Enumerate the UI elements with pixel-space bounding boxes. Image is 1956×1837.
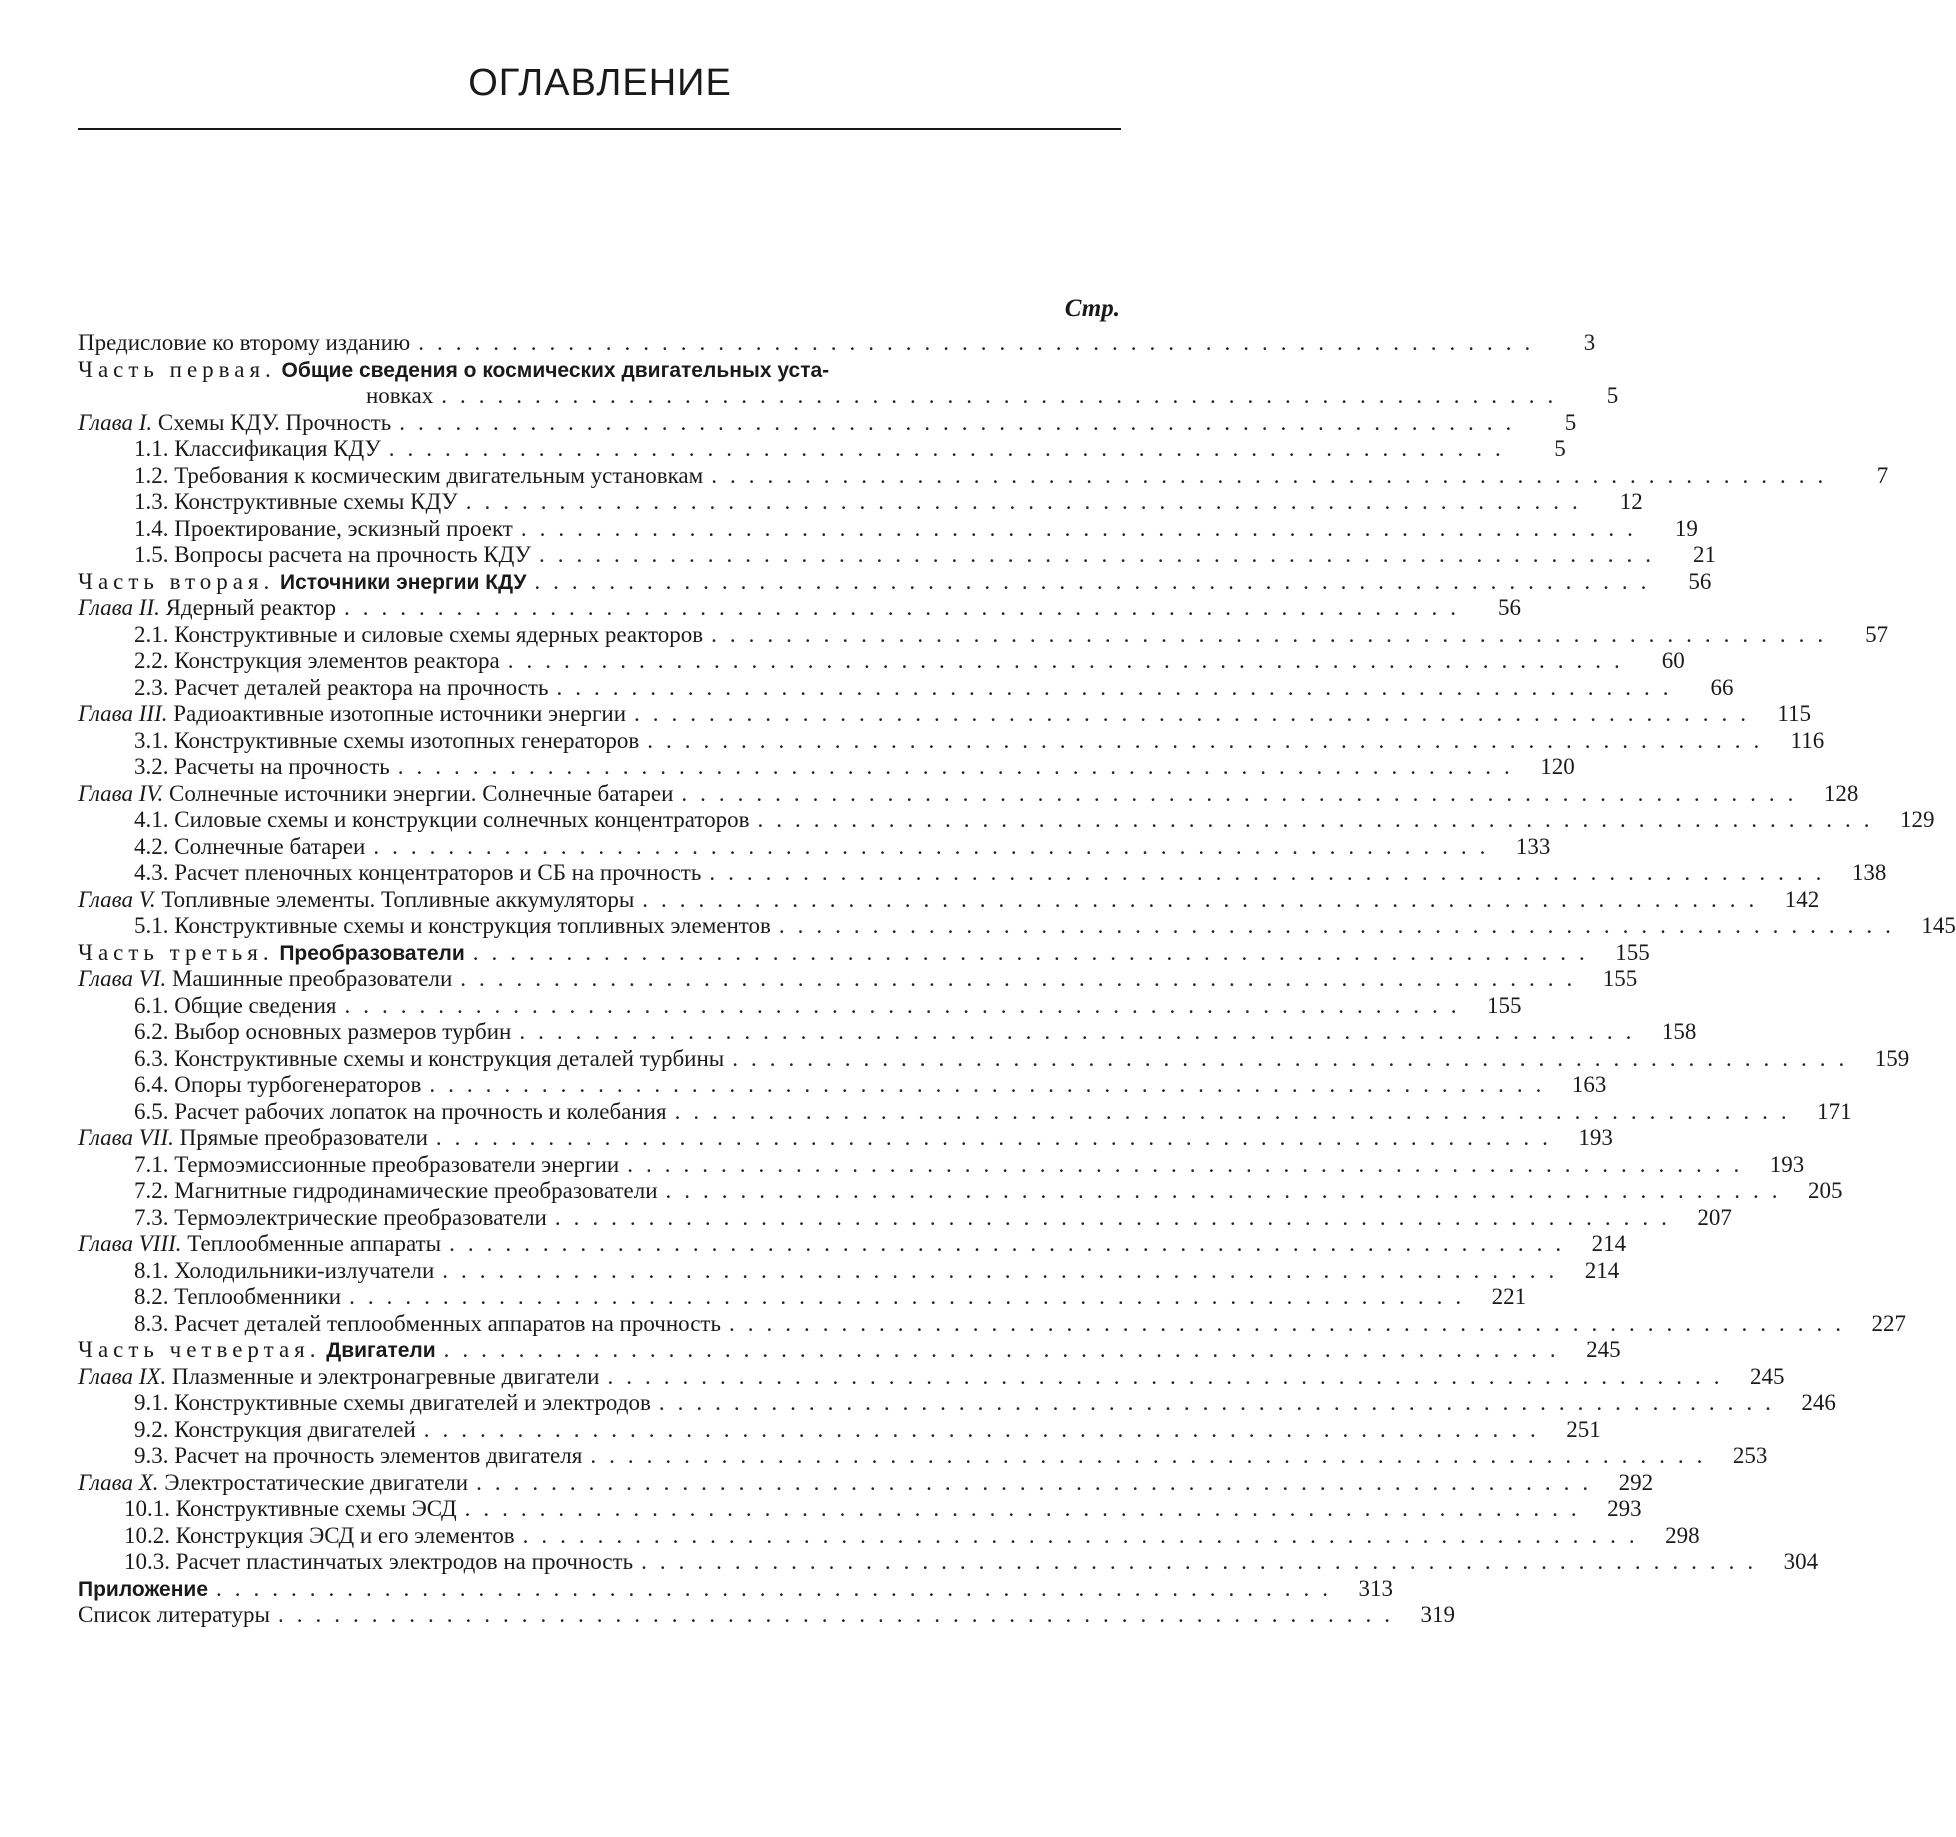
section-number: 7.1. (134, 1151, 169, 1177)
toc-entry-page: 142 (1784, 886, 1820, 912)
part-prefix: Часть четвертая. (78, 1337, 321, 1362)
section-number: 2.2. (134, 648, 169, 673)
toc-entry-label: Топливные элементы. Топливные аккумуляторы (161, 886, 635, 912)
leader-dots: ............................................................ (418, 330, 1544, 355)
toc-entry-page: 158 (1661, 1019, 1697, 1044)
toc-chapter[interactable] (78, 1231, 1627, 1258)
toc-entry-label: Приложение (78, 1577, 209, 1601)
section-number: 6.4. (134, 1072, 169, 1097)
section-number: 1.1. (134, 436, 169, 461)
section-number: 2.3. (134, 674, 169, 700)
leader-dots: ............................................................ (522, 1522, 1648, 1548)
leader-dots: ............................................................ (627, 1151, 1753, 1177)
leader-dots: ............................................................ (344, 992, 1470, 1018)
toc-entry-label: Расчет на прочность элементов двигателя (174, 1443, 583, 1468)
leader-dots: ............................................................ (460, 966, 1586, 991)
toc-section[interactable] (78, 807, 1935, 834)
toc-entry-label: Двигатели (326, 1339, 436, 1362)
toc-section[interactable] (78, 489, 1643, 516)
toc-part-heading[interactable] (78, 568, 1712, 596)
toc-entry-label: Общие сведения (174, 992, 337, 1018)
leader-dots: ............................................................ (732, 1045, 1858, 1071)
leader-dots: ............................................................ (728, 1310, 1854, 1336)
toc-section[interactable] (78, 1045, 1910, 1073)
toc-section[interactable] (78, 754, 1575, 781)
page-title: ОГЛАВЛЕНИЕ (468, 62, 732, 104)
leader-dots: ............................................................ (435, 1125, 1561, 1150)
leader-dots: ............................................................ (449, 1231, 1575, 1256)
chapter-prefix: Глава VI. (78, 966, 167, 991)
section-number: 4.1. (134, 807, 169, 832)
toc-entry-page: 313 (1358, 1575, 1394, 1601)
toc-section[interactable] (78, 1257, 1620, 1285)
leader-dots: ............................................................ (634, 701, 1760, 726)
toc-entry-page: 60 (1661, 648, 1685, 673)
toc-entry-page: 133 (1515, 833, 1551, 859)
title-rule (78, 128, 1121, 130)
section-number: 1.4. (134, 515, 169, 541)
toc-entry-page: 3 (1583, 330, 1596, 355)
toc-entry-page: 207 (1697, 1204, 1732, 1230)
toc-entry-page: 19 (1674, 515, 1698, 541)
toc-entry-page: 251 (1566, 1416, 1601, 1442)
toc-entry-page: 66 (1710, 674, 1734, 700)
toc-part-heading[interactable] (78, 1337, 1621, 1364)
toc-entry-page: 129 (1900, 807, 1935, 832)
toc-entry-page: 12 (1619, 489, 1643, 514)
toc-chapter[interactable] (78, 780, 1859, 808)
toc-entry-label: Ядерный реактор (165, 595, 336, 620)
chapter-prefix: Глава VIII. (78, 1231, 182, 1256)
section-number: 7.2. (134, 1178, 169, 1203)
toc-section[interactable] (78, 1310, 1906, 1338)
leader-dots: ............................................................ (464, 1496, 1590, 1521)
leader-dots: ............................................................ (442, 1257, 1568, 1283)
toc-entry-page: 5 (1606, 383, 1619, 408)
section-number: 3.1. (134, 727, 169, 753)
chapter-prefix: Глава IX. (78, 1363, 167, 1389)
leader-dots: ............................................................ (658, 1390, 1784, 1415)
toc-entry-page: 245 (1586, 1337, 1621, 1362)
leader-dots: ............................................................ (476, 1469, 1602, 1495)
toc-entry-page: 159 (1874, 1045, 1910, 1071)
leader-dots: ............................................................ (423, 1416, 1549, 1442)
toc-entry-page: 5 (1564, 409, 1577, 435)
toc-section[interactable] (78, 515, 1698, 543)
section-number: 8.1. (134, 1257, 169, 1283)
toc-section[interactable] (78, 674, 1734, 702)
leader-dots: ............................................................ (647, 727, 1773, 753)
toc-section[interactable] (78, 1151, 1805, 1179)
toc-entry-page: 138 (1851, 860, 1887, 885)
toc-entry-page: 56 (1688, 568, 1712, 594)
toc-section[interactable] (78, 462, 1889, 490)
leader-dots: ............................................................ (642, 886, 1768, 912)
part-prefix: Часть третья. (78, 939, 274, 965)
leader-dots: ............................................................ (519, 1019, 1645, 1044)
leader-dots: ............................................................ (590, 1443, 1716, 1468)
chapter-prefix: Глава I. (78, 409, 153, 435)
toc-entry-label: Расчет пластинчатых электродов на прочность (175, 1549, 634, 1574)
toc-entry-label: Электростатические двигатели (164, 1469, 469, 1495)
toc-entry-label: Требования к космическим двигательным установкам (174, 462, 704, 488)
chapter-prefix: Глава V. (78, 886, 156, 912)
leader-dots: ............................................................ (388, 436, 1514, 461)
toc-entry-label: Солнечные источники энергии. Солнечные батареи (169, 780, 674, 806)
toc-entry-label: Солнечные батареи (174, 833, 366, 859)
leader-dots: ............................................................ (373, 833, 1499, 859)
leader-dots: ............................................................ (674, 1098, 1800, 1124)
toc-part-heading[interactable] (78, 939, 1650, 967)
section-number: 6.3. (134, 1045, 169, 1071)
leader-dots: ............................................................ (507, 648, 1633, 673)
part-prefix: Часть первая. (78, 356, 276, 382)
toc-entry-label: Вопросы расчета на прочность КДУ (174, 542, 531, 567)
section-number: 2.1. (134, 621, 169, 647)
section-number: 4.3. (134, 860, 169, 885)
toc-entry-page: 120 (1540, 754, 1575, 779)
toc-entry-page: 246 (1801, 1390, 1836, 1415)
leader-dots: ............................................................ (711, 621, 1837, 647)
chapter-prefix: Глава II. (78, 595, 160, 620)
leader-dots: ............................................................ (665, 1178, 1791, 1203)
toc-entry-page: 145 (1921, 913, 1956, 938)
leader-dots: ............................................................ (397, 754, 1523, 779)
section-number: 1.5. (134, 542, 169, 567)
toc-entry-label: Конструктивные схемы ЭСД (175, 1496, 457, 1521)
toc-entry-label: Источники энергии КДУ (279, 570, 527, 594)
toc-entry-label: Выбор основных размеров турбин (174, 1019, 512, 1044)
toc-entry-label: Расчет рабочих лопаток на прочность и колебания (174, 1098, 667, 1124)
toc-entry-label: Конструктивные схемы и конструкция деталей турбины (174, 1045, 725, 1071)
toc-chapter[interactable] (78, 595, 1521, 622)
toc-entry-label: Термоэлектрические преобразователи (174, 1204, 547, 1230)
toc-chapter[interactable] (78, 886, 1820, 914)
toc-entry-label: Машинные преобразователи (171, 966, 453, 991)
toc-section[interactable] (78, 1522, 1700, 1550)
leader-dots: ............................................................ (216, 1575, 1342, 1601)
section-number: 10.1. (124, 1496, 170, 1521)
toc-section[interactable] (78, 1284, 1527, 1311)
toc-entry-label: Конструктивные и силовые схемы ядерных реакторов (174, 621, 704, 647)
toc-entry-label: Конструктивные схемы КДУ (174, 489, 458, 514)
section-number: 5.1. (134, 913, 169, 938)
leader-dots: ............................................................ (778, 913, 1904, 938)
leader-dots: ............................................................ (441, 383, 1567, 408)
toc-entry-page: 245 (1749, 1363, 1785, 1389)
section-number: 1.2. (134, 462, 169, 488)
toc-chapter[interactable] (78, 409, 1577, 437)
toc-entry-label: Термоэмиссионные преобразователи энергии (174, 1151, 620, 1177)
toc-entry-page: 205 (1808, 1178, 1843, 1203)
toc-section[interactable] (78, 1416, 1601, 1444)
toc-entry-page: 292 (1618, 1469, 1654, 1495)
toc-entry[interactable] (78, 1575, 1394, 1603)
leader-dots: ............................................................ (607, 1363, 1733, 1389)
toc-section[interactable] (78, 1178, 1843, 1205)
leader-dots: ............................................................ (711, 462, 1837, 488)
toc-section[interactable] (78, 1443, 1768, 1470)
toc-entry-label: Конструкция двигателей (174, 1416, 416, 1442)
toc-entry-label: Силовые схемы и конструкции солнечных концентраторов (174, 807, 750, 832)
toc-entry-page: 214 (1591, 1231, 1627, 1256)
toc-entry-label: Проектирование, эскизный проект (174, 515, 513, 541)
toc-entry-label: Опоры турбогенераторов (174, 1072, 422, 1097)
toc-entry-page: 128 (1823, 780, 1859, 806)
toc-section[interactable] (78, 1390, 1836, 1417)
toc-entry-label: Классификация КДУ (174, 436, 381, 461)
toc-section[interactable] (78, 542, 1716, 569)
toc-entry-label: Конструктивные схемы и конструкция топливных элементов (174, 913, 771, 938)
section-number: 6.2. (134, 1019, 169, 1044)
leader-dots: ............................................................ (443, 1337, 1569, 1362)
toc-chapter[interactable] (78, 701, 1812, 728)
leader-dots: ............................................................ (429, 1072, 1555, 1097)
chapter-prefix: Глава VII. (78, 1125, 174, 1150)
section-number: 8.2. (134, 1284, 169, 1309)
toc-entry-label: Теплообменные аппараты (187, 1231, 442, 1256)
toc-entry-page: 7 (1876, 462, 1889, 488)
leader-dots: ............................................................ (534, 568, 1660, 594)
section-number: 6.5. (134, 1098, 169, 1124)
toc-entry-page: 253 (1732, 1443, 1768, 1468)
toc-entry-page: 221 (1491, 1284, 1527, 1309)
toc-entry-page: 116 (1790, 727, 1825, 753)
chapter-prefix: Глава III. (78, 701, 168, 726)
toc-section[interactable] (78, 1098, 1852, 1126)
section-number: 9.1. (134, 1390, 169, 1415)
section-number: 4.2. (134, 833, 169, 859)
leader-dots: ............................................................ (709, 860, 1835, 885)
toc-entry-page: 5 (1554, 436, 1566, 461)
leader-dots: ............................................................ (556, 674, 1682, 700)
toc-entry-label: Конструктивные схемы изотопных генераторов (174, 727, 640, 753)
toc-entry-label: новках (366, 383, 434, 408)
section-number: 3.2. (134, 754, 169, 779)
toc-section[interactable] (78, 860, 1887, 887)
toc-section[interactable] (78, 436, 1566, 463)
toc-entry-label: Расчеты на прочность (174, 754, 390, 779)
section-number: 8.3. (134, 1310, 169, 1336)
chapter-prefix: Глава X. (78, 1469, 159, 1495)
leader-dots: ............................................................ (538, 542, 1664, 567)
toc-part-heading[interactable] (78, 357, 1120, 384)
toc-entry-label: Преобразователи (279, 941, 465, 965)
section-number: 7.3. (134, 1204, 169, 1230)
toc-entry-page: 163 (1571, 1072, 1607, 1097)
toc-section[interactable] (78, 833, 1551, 861)
section-number: 9.2. (134, 1416, 169, 1442)
section-number: 6.1. (134, 992, 169, 1018)
toc-entry-label: Прямые преобразователи (179, 1125, 428, 1150)
leader-dots: ............................................................ (641, 1549, 1767, 1574)
section-number: 10.3. (124, 1549, 170, 1574)
toc-entry-page: 155 (1615, 939, 1650, 965)
toc-entry[interactable] (78, 1602, 1455, 1629)
leader-dots: ............................................................ (554, 1204, 1680, 1230)
toc-entry-page: 293 (1607, 1496, 1642, 1521)
toc-entry-page: 155 (1602, 966, 1638, 991)
toc-entry-page: 298 (1665, 1522, 1700, 1548)
toc-chapter[interactable] (78, 1125, 1613, 1152)
toc-section[interactable] (78, 992, 1522, 1020)
toc-section[interactable] (78, 1072, 1607, 1099)
leader-dots: ............................................................ (399, 409, 1525, 435)
page-column-header: Стр. (1064, 295, 1120, 322)
toc-entry-label: Схемы КДУ. Прочность (157, 409, 392, 435)
toc-section[interactable] (78, 1019, 1697, 1046)
toc-entry-label: Магнитные гидродинамические преобразователи (174, 1178, 658, 1203)
toc-section[interactable] (78, 648, 1685, 675)
table-of-contents (78, 330, 1956, 1629)
toc-entry-page: 56 (1497, 595, 1521, 620)
toc-section[interactable] (78, 1204, 1732, 1232)
toc-entry-label: Конструктивные схемы двигателей и электродов (174, 1390, 651, 1415)
toc-entry-page: 21 (1692, 542, 1716, 567)
section-number: 1.3. (134, 489, 169, 514)
toc-entry-page: 193 (1578, 1125, 1613, 1150)
toc-entry-label: Плазменные и электронагревные двигатели (171, 1363, 600, 1389)
section-number: 10.2. (124, 1522, 170, 1548)
toc-entry-label: Предисловие ко второму изданию (78, 330, 411, 355)
toc-entry-label: Конструкция ЭСД и его элементов (175, 1522, 515, 1548)
toc-entry-label: Конструкция элементов реактора (174, 648, 500, 673)
toc-entry-page: 214 (1584, 1257, 1620, 1283)
toc-entry-page: 155 (1487, 992, 1522, 1018)
toc-entry-page: 115 (1777, 701, 1812, 726)
toc-chapter[interactable] (78, 1363, 1785, 1391)
part-prefix: Часть вторая. (78, 568, 275, 594)
toc-entry-page: 319 (1420, 1602, 1455, 1627)
toc-entry-label: Расчет пленочных концентраторов и СБ на прочность (174, 860, 702, 885)
leader-dots: ............................................................ (520, 515, 1646, 541)
section-number: 9.3. (134, 1443, 169, 1468)
leader-dots: ............................................................ (681, 780, 1807, 806)
leader-dots: ............................................................ (349, 1284, 1475, 1309)
leader-dots: ............................................................ (472, 939, 1598, 965)
toc-entry-continuation[interactable] (78, 383, 1619, 410)
toc-entry-label: Расчет деталей теплообменных аппаратов на прочность (174, 1310, 721, 1336)
chapter-prefix: Глава IV. (78, 780, 164, 806)
toc-section[interactable] (78, 913, 1956, 940)
toc-section[interactable] (78, 1549, 1819, 1576)
toc-entry[interactable] (78, 330, 1596, 357)
toc-entry-page: 171 (1817, 1098, 1852, 1124)
toc-entry-label: Список литературы (78, 1602, 270, 1627)
leader-dots: ............................................................ (343, 595, 1469, 620)
leader-dots: ............................................................ (757, 807, 1883, 832)
toc-entry-page: 227 (1871, 1310, 1906, 1336)
toc-entry-page: 304 (1783, 1549, 1819, 1574)
toc-chapter[interactable] (78, 1469, 1654, 1497)
leader-dots: ............................................................ (277, 1602, 1403, 1627)
toc-section[interactable] (78, 1496, 1642, 1523)
toc-entry-label: Расчет деталей реактора на прочность (174, 674, 549, 700)
toc-entry-label: Общие сведения о космических двигательных уста- (281, 358, 830, 382)
toc-entry-label: Радиоактивные изотопные источники энергии (173, 701, 627, 726)
toc-section[interactable] (78, 727, 1825, 755)
toc-entry-page: 193 (1769, 1151, 1805, 1177)
toc-section[interactable] (78, 621, 1889, 649)
toc-entry-label: Холодильники-излучатели (174, 1257, 435, 1283)
leader-dots: ............................................................ (465, 489, 1591, 514)
toc-chapter[interactable] (78, 966, 1638, 993)
toc-entry-label: Теплообменники (174, 1284, 342, 1309)
toc-entry-page: 57 (1865, 621, 1889, 647)
